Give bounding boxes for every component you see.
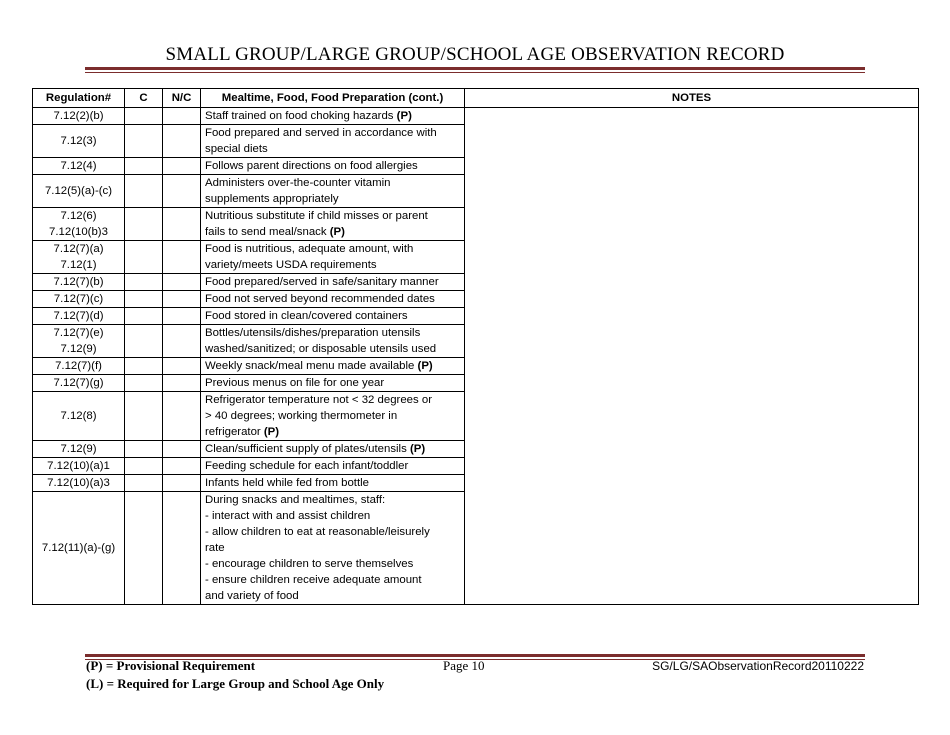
requirement-description [201,175,465,208]
footer-rule-thick [85,654,865,657]
description-text: - interact with and assist children [205,510,371,522]
requirement-description [201,492,465,605]
regulation-cell [33,325,125,358]
compliant-checkbox-cell[interactable] [125,325,163,358]
col-header-notes: NOTES [465,89,919,108]
compliant-checkbox-cell[interactable] [125,175,163,208]
compliant-checkbox-cell[interactable] [125,241,163,274]
description-text: Follows parent directions on food allergies [205,160,418,172]
description-text: special diets [205,143,268,155]
col-header-noncompliant: N/C [163,89,201,108]
description-text: washed/sanitized; or disposable utensils used [205,343,437,355]
requirement-description [201,392,465,441]
regulation-number: 7.12(6) [60,210,97,222]
regulation-number: 7.12(7)(e) [53,327,104,339]
regulation-number: 7.12(7)(b) [53,276,104,288]
compliant-checkbox-cell[interactable] [125,158,163,175]
header-rule-thin [85,72,865,73]
description-text: Bottles/utensils/dishes/preparation utensils [205,327,421,339]
description-text: Food stored in clean/covered containers [205,310,408,322]
regulation-cell [33,358,125,375]
noncompliant-checkbox-cell[interactable] [163,358,201,375]
compliant-checkbox-cell[interactable] [125,308,163,325]
noncompliant-checkbox-cell[interactable] [163,125,201,158]
noncompliant-checkbox-cell[interactable] [163,274,201,291]
requirement-description [201,125,465,158]
compliant-checkbox-cell[interactable] [125,375,163,392]
noncompliant-checkbox-cell[interactable] [163,492,201,605]
notes-area[interactable] [465,108,919,605]
requirement-description [201,208,465,241]
regulation-cell [33,125,125,158]
provisional-marker: (P) [409,443,426,455]
noncompliant-checkbox-cell[interactable] [163,458,201,475]
regulation-number: 7.12(7)(g) [53,377,104,389]
description-text: During snacks and mealtimes, staff: [205,494,386,506]
noncompliant-checkbox-cell[interactable] [163,108,201,125]
regulation-number: 7.12(1) [60,259,97,271]
compliant-checkbox-cell[interactable] [125,392,163,441]
requirement-description [201,325,465,358]
regulation-cell [33,375,125,392]
description-text: Food prepared/served in safe/sanitary manner [205,276,439,288]
compliant-checkbox-cell[interactable] [125,291,163,308]
requirement-description [201,158,465,175]
compliant-checkbox-cell[interactable] [125,475,163,492]
compliant-checkbox-cell[interactable] [125,358,163,375]
provisional-marker: (P) [263,426,280,438]
regulation-number: 7.12(10)(a)1 [47,460,110,472]
regulation-number: 7.12(8) [60,410,97,422]
requirement-description [201,441,465,458]
description-text: variety/meets USDA requirements [205,259,377,271]
regulation-cell [33,241,125,274]
requirement-description [201,241,465,274]
noncompliant-checkbox-cell[interactable] [163,441,201,458]
regulation-number: 7.12(7)(c) [53,293,104,305]
compliant-checkbox-cell[interactable] [125,108,163,125]
description-text: and variety of food [205,590,299,602]
provisional-marker: (P) [329,226,345,238]
regulation-cell [33,274,125,291]
col-header-description: Mealtime, Food, Food Preparation (cont.) [201,89,465,108]
regulation-number: 7.12(2)(b) [53,110,104,122]
compliant-checkbox-cell[interactable] [125,458,163,475]
requirement-description [201,358,465,375]
description-text: rate [205,542,225,554]
regulation-number: 7.12(4) [60,160,97,172]
requirement-description [201,274,465,291]
col-header-compliant: C [125,89,163,108]
description-text: refrigerator [205,426,264,438]
description-text: Food prepared and served in accordance with [205,127,437,139]
table-header-row [33,89,919,108]
regulation-cell [33,208,125,241]
noncompliant-checkbox-cell[interactable] [163,325,201,358]
regulation-number: 7.12(10)(a)3 [47,477,110,489]
noncompliant-checkbox-cell[interactable] [163,241,201,274]
regulation-cell [33,441,125,458]
description-text: - allow children to eat at reasonable/leisurely [205,526,430,538]
description-text: Food is nutritious, adequate amount, with [205,243,414,255]
compliant-checkbox-cell[interactable] [125,441,163,458]
compliant-checkbox-cell[interactable] [125,492,163,605]
col-header-regulation: Regulation# [33,89,125,108]
compliant-checkbox-cell[interactable] [125,208,163,241]
description-text: Refrigerator temperature not < 32 degrees or [205,394,432,406]
regulation-number: 7.12(3) [60,135,97,147]
description-text: Infants held while fed from bottle [205,477,369,489]
description-text: Administers over-the-counter vitamin [205,177,391,189]
noncompliant-checkbox-cell[interactable] [163,475,201,492]
header-rule-thick [85,67,865,70]
regulation-cell [33,458,125,475]
provisional-marker: (P) [396,110,412,122]
table-row [33,108,919,125]
regulation-cell [33,475,125,492]
regulation-cell [33,492,125,605]
regulation-cell [33,108,125,125]
regulation-number: 7.12(9) [60,343,97,355]
description-text: Feeding schedule for each infant/toddler [205,460,409,472]
compliant-checkbox-cell[interactable] [125,274,163,291]
regulation-number: 7.12(7)(f) [55,360,102,372]
description-text: Nutritious substitute if child misses or parent [205,210,428,222]
description-text: Clean/sufficient supply of plates/utensils [205,443,410,455]
description-text: - ensure children receive adequate amount [205,574,422,586]
description-text: supplements appropriately [205,193,339,205]
regulation-number: 7.12(7)(d) [53,310,104,322]
requirement-description [201,475,465,492]
description-text: > 40 degrees; working thermometer in [205,410,398,422]
noncompliant-checkbox-cell[interactable] [163,208,201,241]
description-text: Weekly snack/meal menu made available [205,360,418,372]
footer-provisional-note: (P) = Provisional Requirement [86,658,256,673]
regulation-cell [33,308,125,325]
table-body [33,108,919,605]
requirement-description [201,458,465,475]
requirement-description [201,375,465,392]
page-number: Page 10 [443,658,485,673]
compliant-checkbox-cell[interactable] [125,125,163,158]
noncompliant-checkbox-cell[interactable] [163,291,201,308]
regulation-number: 7.12(10(b)3 [49,226,108,238]
regulation-cell [33,291,125,308]
description-text: Previous menus on file for one year [205,377,385,389]
description-text: Staff trained on food choking hazards [205,110,397,122]
description-text: - encourage children to serve themselves [205,558,414,570]
noncompliant-checkbox-cell[interactable] [163,158,201,175]
regulation-cell [33,392,125,441]
footer-large-group-note: (L) = Required for Large Group and School Age Only [86,676,385,691]
regulation-cell [33,158,125,175]
regulation-number: 7.12(7)(a) [53,243,104,255]
description-text: Food not served beyond recommended dates [205,293,435,305]
noncompliant-checkbox-cell[interactable] [163,375,201,392]
noncompliant-checkbox-cell[interactable] [163,308,201,325]
regulation-number: 7.12(5)(a)-(c) [44,185,113,197]
regulation-cell [33,175,125,208]
regulation-number: 7.12(11)(a)-(g) [41,542,116,554]
noncompliant-checkbox-cell[interactable] [163,392,201,441]
requirement-description [201,291,465,308]
page-title: SMALL GROUP/LARGE GROUP/SCHOOL AGE OBSERVATION RECORD [165,44,785,65]
noncompliant-checkbox-cell[interactable] [163,175,201,208]
regulation-number: 7.12(9) [60,443,97,455]
document-code: SG/LG/SAObservationRecord20110222 [652,659,864,673]
description-text: fails to send meal/snack [205,226,330,238]
observation-table [32,88,919,605]
provisional-marker: (P) [417,360,433,372]
requirement-description [201,108,465,125]
requirement-description [201,308,465,325]
